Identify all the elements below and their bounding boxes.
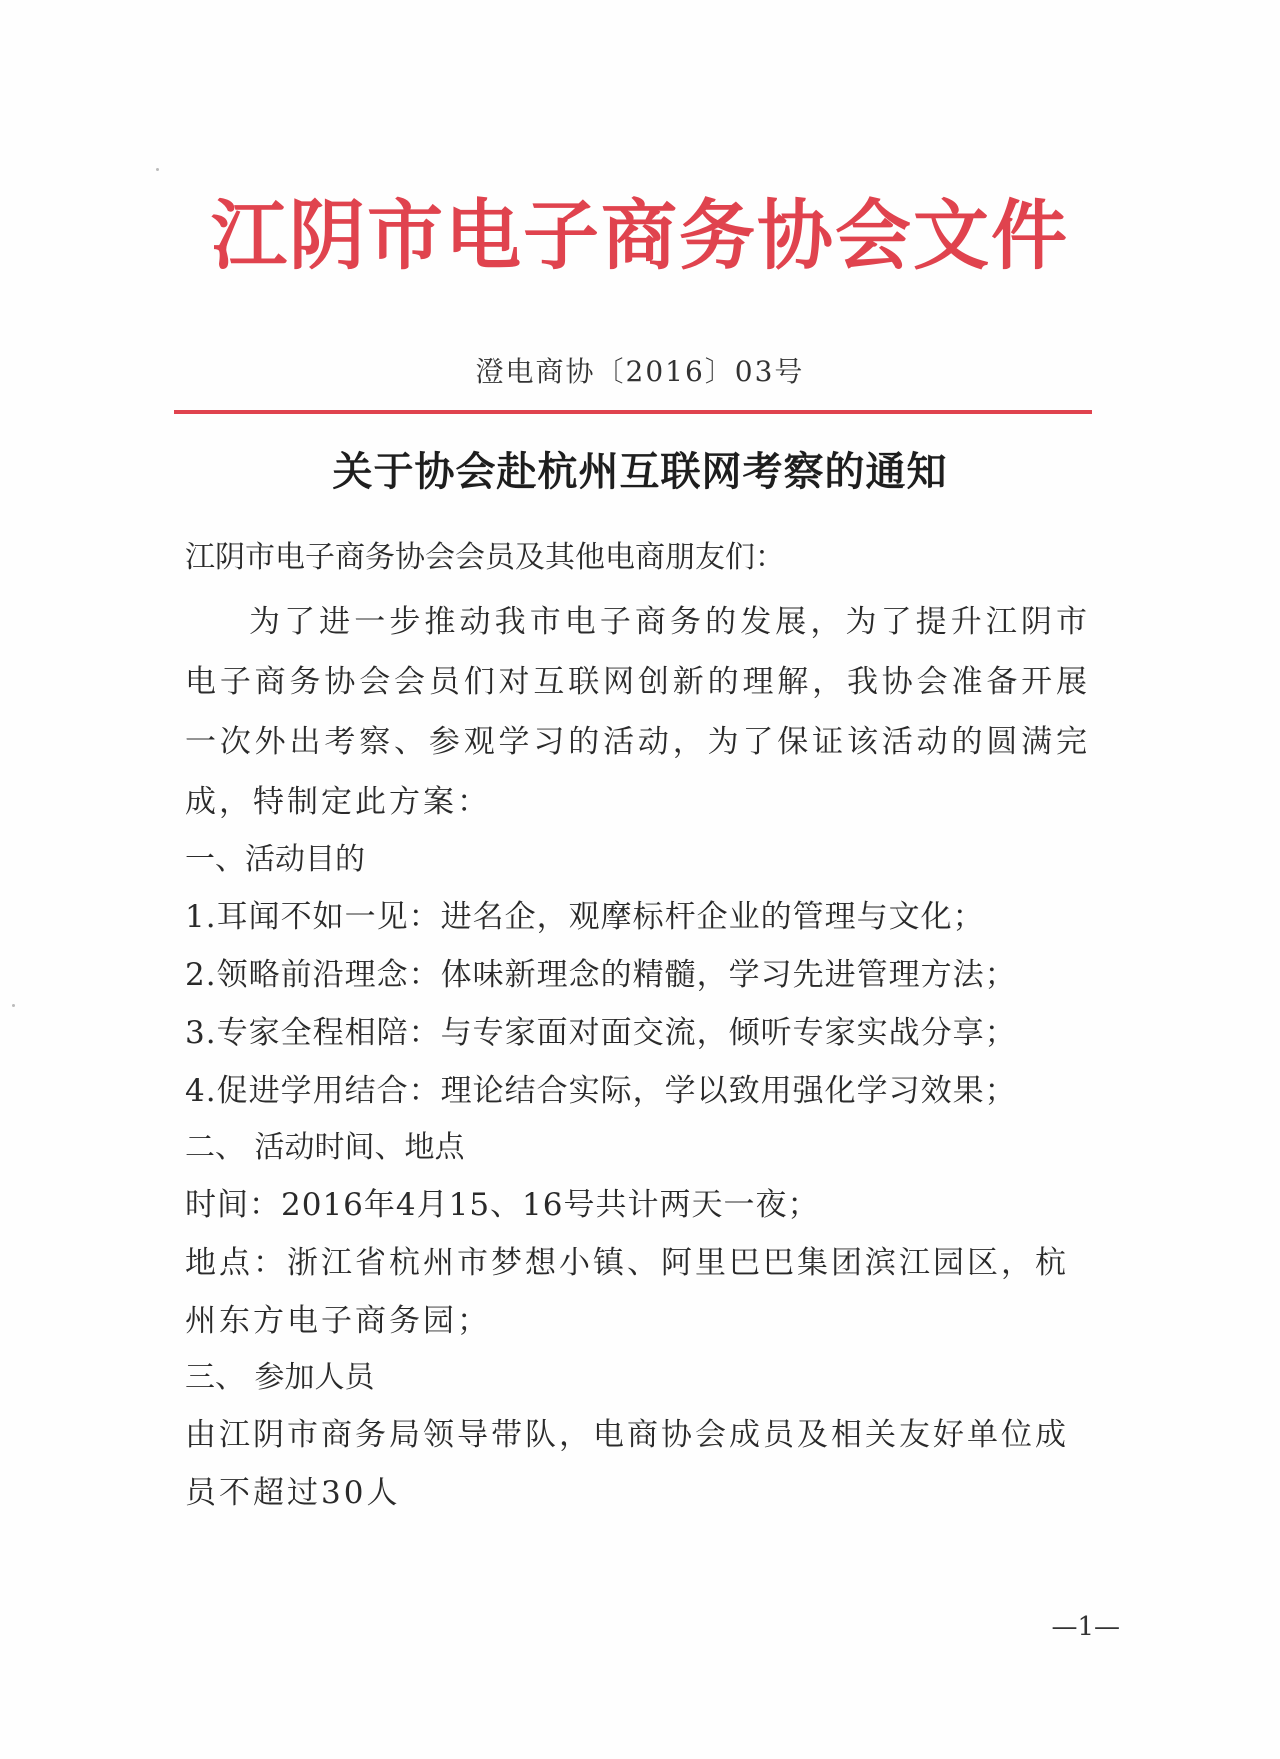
red-divider-rule (174, 410, 1092, 414)
section-heading-purpose: 一、活动目的 (185, 842, 365, 877)
document-body (185, 530, 1090, 1522)
document-number: 澄电商协〔2016〕03号 (475, 355, 805, 388)
purpose-item: 1.耳闻不如一见：进名企，观摩标杆企业的管理与文化； (185, 899, 985, 935)
participants-line: 由江阴市商务局领导带队，电商协会成员及相关友好单位成员不超过30人 (185, 1417, 1069, 1511)
purpose-item: 4.促进学用结合：理论结合实际，学以致用强化学习效果； (185, 1073, 1017, 1109)
scan-speck (12, 1004, 15, 1007)
purpose-item: 3.专家全程相陪：与专家面对面交流，倾听专家实战分享； (185, 1015, 1017, 1051)
scan-speck (156, 168, 159, 171)
document-header-title: 江阴市电子商务协会文件 (211, 191, 1069, 280)
salutation: 江阴市电子商务协会会员及其他电商朋友们： (185, 540, 785, 575)
time-line: 时间：2016年4月15、16号共计两天一夜； (185, 1187, 820, 1223)
section-heading-participants: 三、 参加人员 (185, 1360, 375, 1395)
page-number: —1— (1051, 1612, 1120, 1642)
section-heading-time-place: 二、 活动时间、地点 (185, 1130, 465, 1165)
notice-title: 关于协会赴杭州互联网考察的通知 (332, 448, 948, 495)
place-line: 地点：浙江省杭州市梦想小镇、阿里巴巴集团滨江园区，杭州东方电子商务园； (185, 1245, 1069, 1339)
purpose-item: 2.领略前沿理念：体味新理念的精髓，学习先进管理方法； (185, 957, 1017, 993)
intro-paragraph: 为了进一步推动我市电子商务的发展，为了提升江阴市电子商务协会会员们对互联网创新的理解，我协会准备开展一次外出考察、参观学习的活动，为了保证该活动的圆满完成，特制定此方案： (185, 604, 1090, 820)
